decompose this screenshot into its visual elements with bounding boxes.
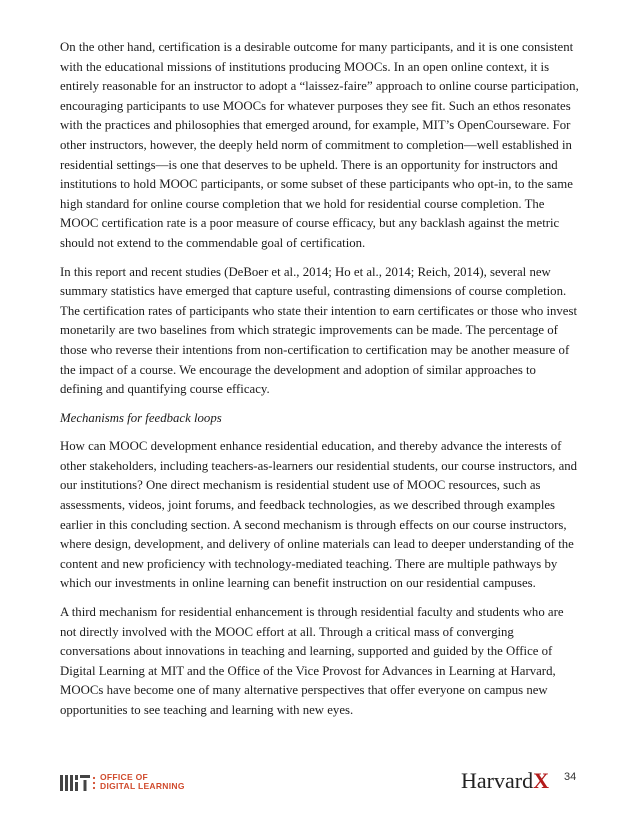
paragraph-certification: On the other hand, certification is a desirable outcome for many participants, and it is one consistent with the educational missions of institutions producing MOOCs. In an open online context, it is entirely reasonable for an instructor to adopt a “laissez-faire” approach to online course participation, encouraging participants to use MOOCs for whatever purposes they see fit. Such an ethos resonates with the practices and philosophies that emerged around, for example, MIT’s OpenCourseware. For other instructors, however, the deeply held norm of commitment to completion—well established in residential settings—is one that deserves to be upheld. There is an opportunity for instructors and institutions to hold MOOC participants, or some subset of these participants who opt-in, to the same high standard for online course completion that we hold for residential course completion. The MOOC certification rate is a poor measure of course efficacy, but any backlash against the metric should not extend to the commendable goal of certification. [60,40,579,250]
paragraph-feedback-mechanisms: How can MOOC development enhance residential education, and thereby advance the interests of other stakeholders, including teachers-as-learners our residential students, our course instructors, and our institutions? One direct mechanism is residential student use of MOOC resources, such as assessments, videos, joint forums, and feedback technologies, as we described through examples earlier in this concluding section. A second mechanism is through effects on our course instructors, where design, development, and delivery of online materials can lead to deeper understanding of the content and new proficiency with technology-mediated teaching. There are multiple pathways by which our investments in online learning can benefit instruction on our residential campuses. [60,439,578,591]
section-heading: Mechanisms for feedback loops [60,410,222,425]
harvardx-x-mark: X [533,768,549,793]
office-line-1: OFFICE OF [100,772,149,782]
page-body [60,38,580,730]
harvardx-wordmark: Harvard [461,768,534,793]
paragraph-third-mechanism: A third mechanism for residential enhancement is through residential faculty and students who are not directly involved with the MOOC effort at all. Through a critical mass of converging conversations about innovations in teaching and learning, supported and guided by the Office of Digital Learning at MIT and the Office of the Vice Provost for Advances in Learning at Harvard, MOOCs have become one of many alternative perspectives that offer everyone on campus new opportunities to see teaching and learning with new eyes. [60,605,564,717]
office-of-digital-learning-label [100,773,185,791]
page-number: 34 [564,771,577,783]
paragraph-summary-statistics: In this report and recent studies (DeBoer et al., 2014; Ho et al., 2014; Reich, 2014), several new summary statistics have emerged that capture useful, contrasting dimensions of course completion. The certification rates of participants who state their intention to earn certificates or those who invest monetarily are two baselines from which strategic improvements can be made. The percentage of those who reverse their intentions from non-certification to certification may be another measure of the impact of a course. We encourage the development and adoption of similar approaches to defining and quantifying course efficacy. [60,264,578,397]
harvardx-logo [461,768,549,794]
page-footer [0,760,638,800]
office-line-2: DIGITAL LEARNING [100,781,185,791]
